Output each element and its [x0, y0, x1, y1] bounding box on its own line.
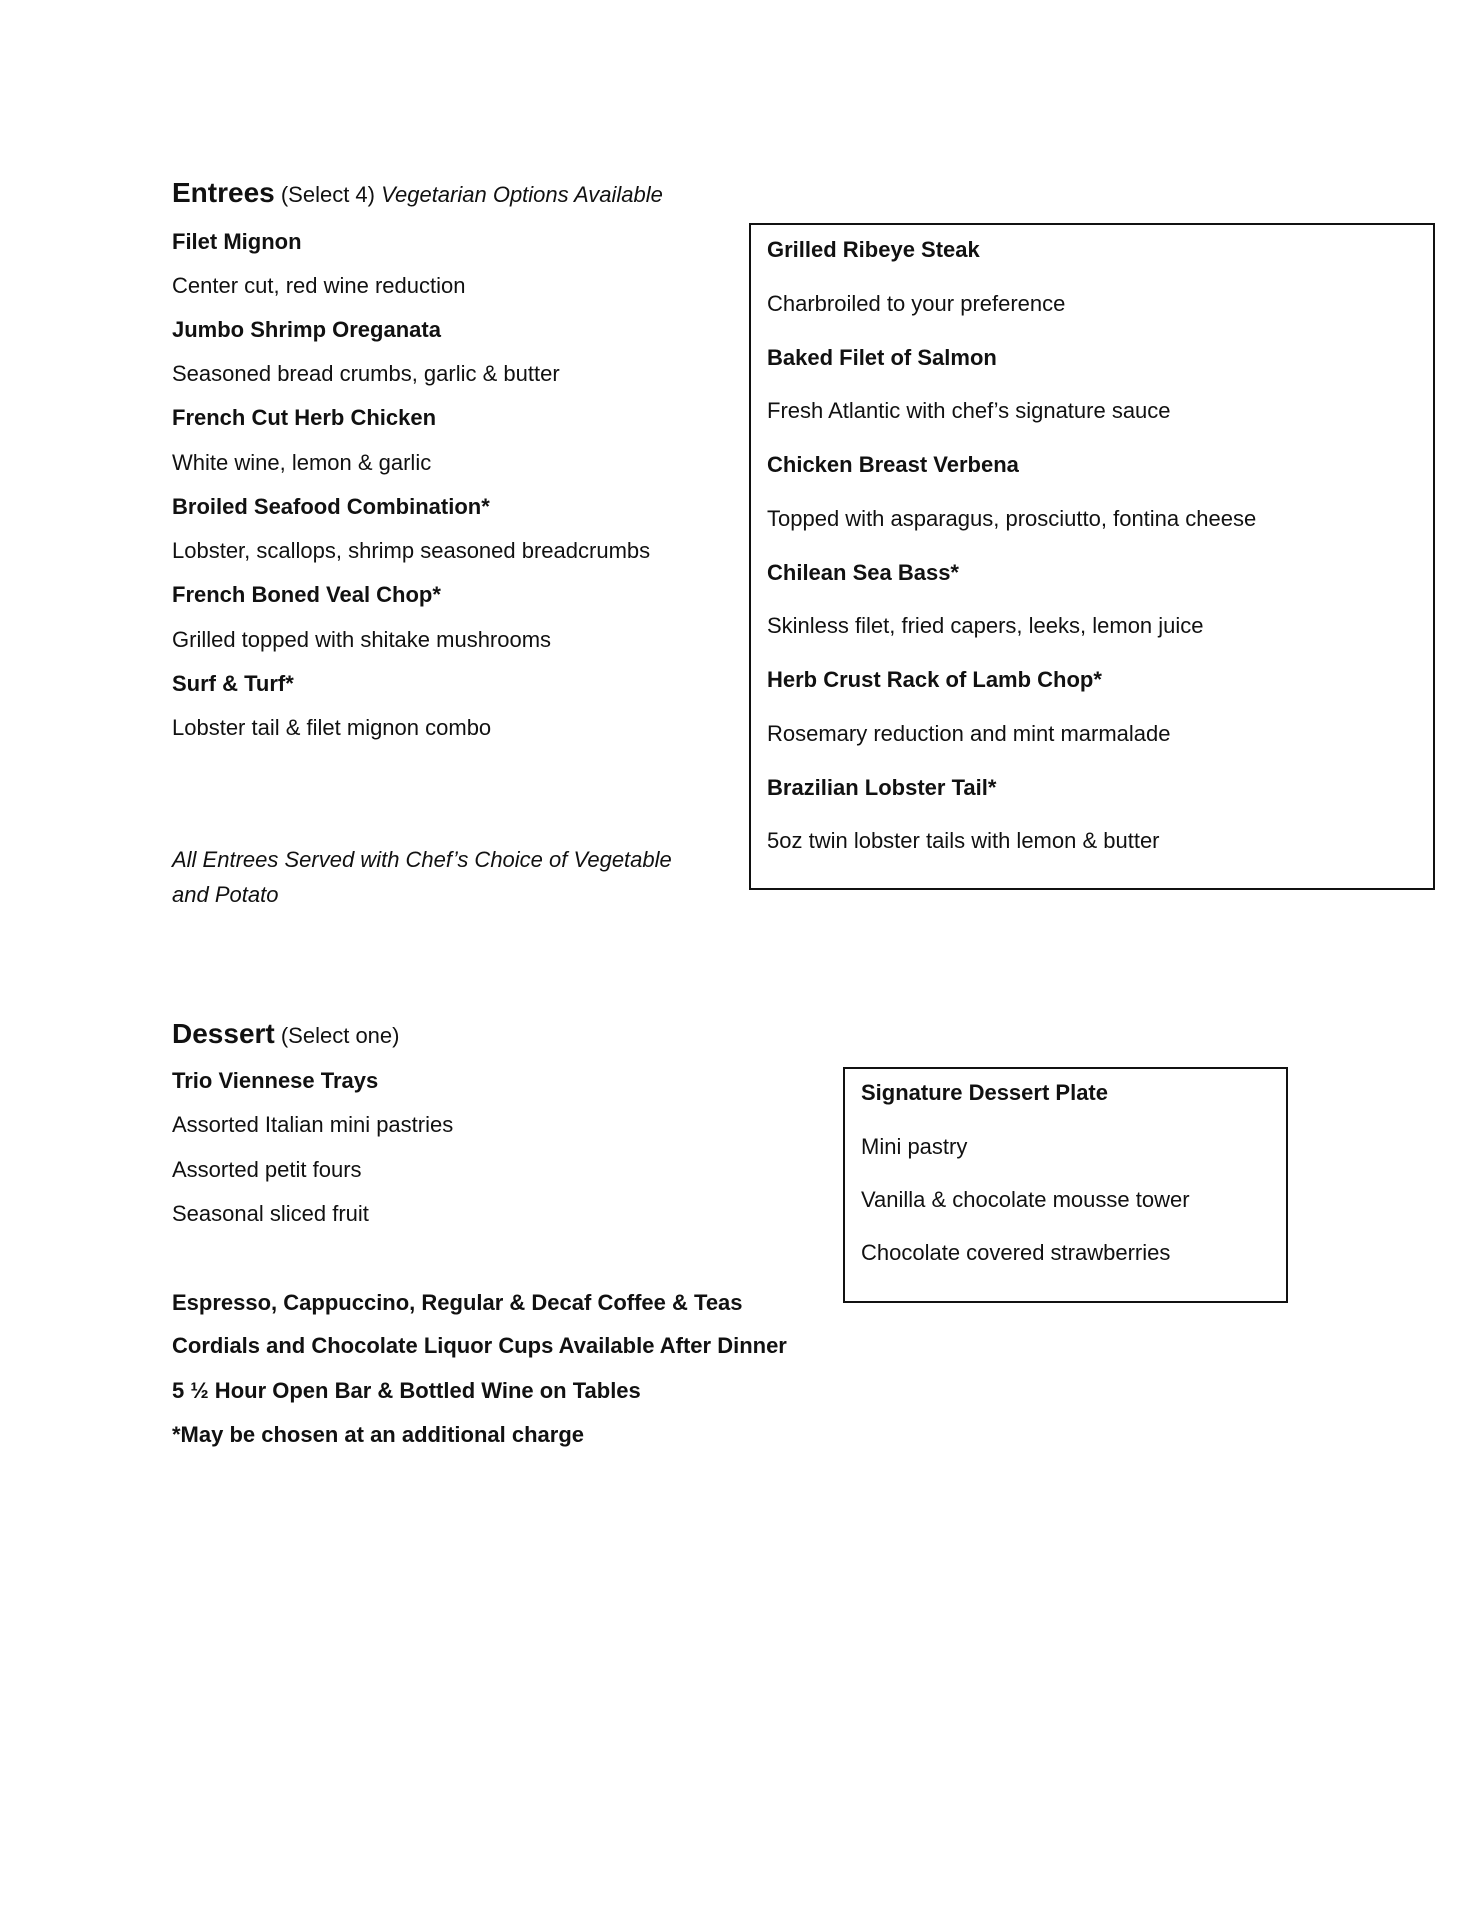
entrees-title: Entrees [172, 177, 275, 208]
served-note: All Entrees Served with Chef’s Choice of Vegetable [172, 847, 672, 872]
entree-desc: Lobster, scallops, shrimp seasoned breadcrumbs [172, 538, 651, 563]
entree-name: Jumbo Shrimp Oreganata [172, 317, 441, 342]
entree-name: French Boned Veal Chop* [172, 582, 441, 607]
entree-name: Filet Mignon [172, 229, 302, 254]
extra-item: 5 ½ Hour Open Bar & Bottled Wine on Tables [172, 1378, 641, 1403]
dessert-title: Dessert [172, 1018, 275, 1049]
dessert-box-title: Signature Dessert Plate [861, 1080, 1108, 1105]
entree-name: Baked Filet of Salmon [767, 345, 997, 370]
entree-desc: White wine, lemon & garlic [172, 450, 432, 475]
dessert-title-item: Trio Viennese Trays [172, 1068, 379, 1093]
entree-desc: Fresh Atlantic with chef’s signature sauce [767, 398, 1171, 423]
entree-desc: Grilled topped with shitake mushrooms [172, 627, 552, 652]
extra-item: Espresso, Cappuccino, Regular & Decaf Coffee & Teas [172, 1290, 743, 1315]
dessert-item: Chocolate covered strawberries [861, 1240, 1171, 1265]
entrees-heading [172, 176, 663, 212]
entree-desc: 5oz twin lobster tails with lemon & butter [767, 828, 1160, 853]
dessert-item: Seasonal sliced fruit [172, 1201, 369, 1226]
additional-charge-note: *May be chosen at an additional charge [172, 1422, 584, 1447]
served-note: and Potato [172, 882, 279, 907]
entrees-vegetarian-note: Vegetarian Options Available [381, 182, 663, 207]
entree-desc: Seasoned bread crumbs, garlic & butter [172, 361, 560, 386]
entree-desc: Topped with asparagus, prosciutto, fontina cheese [767, 506, 1257, 531]
entree-name: French Cut Herb Chicken [172, 405, 437, 430]
dessert-item: Assorted petit fours [172, 1157, 362, 1182]
entree-desc: Lobster tail & filet mignon combo [172, 715, 492, 740]
entree-name: Brazilian Lobster Tail* [767, 775, 997, 800]
entree-name: Broiled Seafood Combination* [172, 494, 490, 519]
extra-item: Cordials and Chocolate Liquor Cups Available After Dinner [172, 1333, 787, 1358]
dessert-item: Assorted Italian mini pastries [172, 1112, 454, 1137]
dessert-heading [172, 1017, 399, 1053]
dessert-item: Vanilla & chocolate mousse tower [861, 1187, 1190, 1212]
entree-desc: Center cut, red wine reduction [172, 273, 466, 298]
entree-name: Chilean Sea Bass* [767, 560, 959, 585]
entrees-select-count: (Select 4) [280, 182, 375, 207]
entree-desc: Skinless filet, fried capers, leeks, lemon juice [767, 613, 1204, 638]
entree-name: Surf & Turf* [172, 671, 294, 696]
dessert-item: Mini pastry [861, 1134, 968, 1159]
entree-name: Grilled Ribeye Steak [767, 237, 980, 262]
entree-name: Chicken Breast Verbena [767, 452, 1019, 477]
entree-name: Herb Crust Rack of Lamb Chop* [767, 667, 1102, 692]
dessert-select-count: (Select one) [280, 1023, 400, 1048]
entree-desc: Rosemary reduction and mint marmalade [767, 721, 1171, 746]
entree-desc: Charbroiled to your preference [767, 291, 1066, 316]
